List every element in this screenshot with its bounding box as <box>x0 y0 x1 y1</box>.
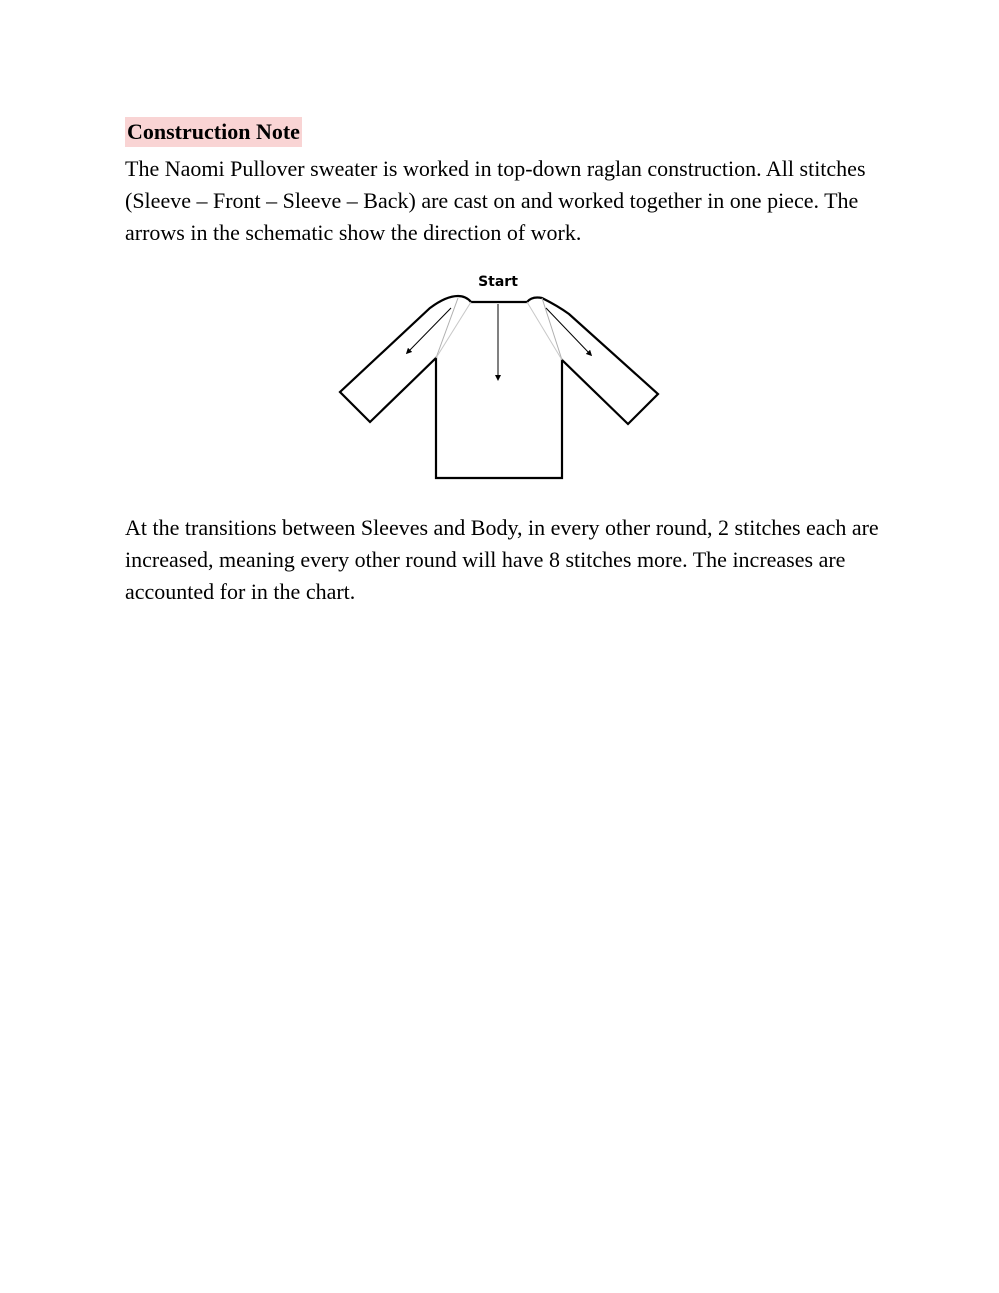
intro-paragraph: The Naomi Pullover sweater is worked in top-down raglan construction. All stitches (Sleeve – Front – Sleeve – Back) are cast on and worked together in one piece. The arrows in the schematic show the direction of work. <box>125 156 866 245</box>
arrow-left-sleeve <box>408 308 451 352</box>
sweater-outline <box>340 296 658 478</box>
right-raglan-line-inner <box>527 302 562 360</box>
increase-paragraph: At the transitions between Sleeves and Body, in every other round, 2 stitches each are increased, meaning every other round will have 8 stitches more. The increases are accounted for in the chart. <box>125 515 879 604</box>
section-heading: Construction Note <box>125 117 302 147</box>
start-label: Start <box>478 274 518 290</box>
sweater-schematic <box>336 268 666 484</box>
